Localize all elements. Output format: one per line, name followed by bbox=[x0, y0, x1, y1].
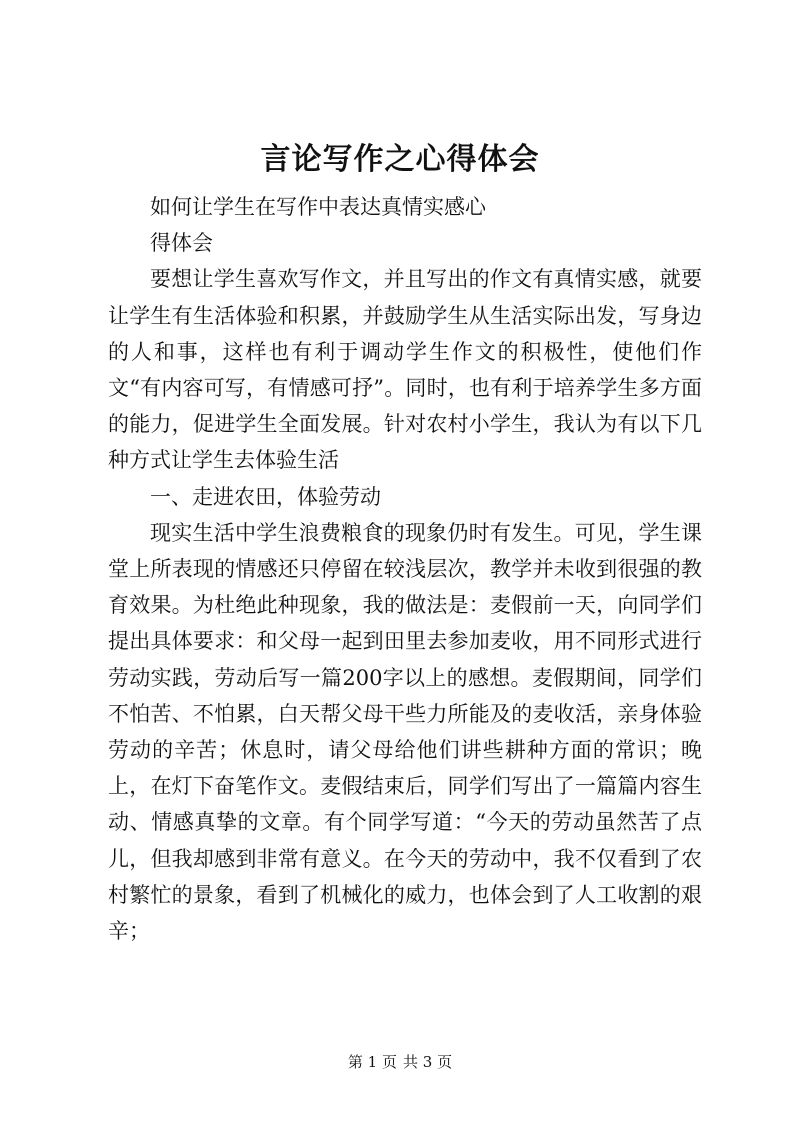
page-total: 共 3 页 bbox=[403, 1053, 453, 1071]
paragraph-subtitle-line-2: 得体会 bbox=[150, 231, 213, 256]
section-heading: 一、走进农田，体验劳动 bbox=[150, 484, 381, 509]
paragraph-introduction: 要想让学生喜欢写作文，并且写出的作文有真情实感，就要让学生有生活体验和积累，并鼓励学生从生活实际出发，写身边的人和事，这样也有利于调动学生作文的积极性，使他们作文“有内容可写，有情感可抒”。同时，也有利于培养学生多方面的能力，促进学生全面发展。针对农村小学生，我认为有以下几种方式让学生去体验生活 bbox=[108, 267, 702, 473]
document-title: 言论写作之心得体会 bbox=[260, 142, 540, 177]
page-footer bbox=[0, 1052, 800, 1072]
page-number: 第 1 页 bbox=[347, 1053, 397, 1071]
document-body bbox=[108, 189, 702, 949]
paragraph-farm-labor: 现实生活中学生浪费粮食的现象仍时有发生。可见，学生课堂上所表现的情感还只停留在较浅层次，教学并未收到很强的教育效果。为杜绝此种现象，我的做法是：麦假前一天，向同学们提出具体要求：和父母一起到田里去参加麦收，用不同形式进行劳动实践，劳动后写一篇200字以上的感想。麦假期间，同学们不怕苦、不怕累，白天帮父母干些力所能及的麦收活，亲身体验劳动的辛苦；休息时，请父母给他们讲些耕种方面的常识；晚上，在灯下奋笔作文。麦假结束后，同学们写出了一篇篇内容生动、情感真挚的文章。有个同学写道：“今天的劳动虽然苦了点儿，但我却感到非常有意义。在今天的劳动中，我不仅看到了农村繁忙的景象，看到了机械化的威力，也体会到了人工收割的艰辛； bbox=[108, 520, 702, 944]
paragraph-subtitle-line-1: 如何让学生在写作中表达真情实感心 bbox=[150, 195, 486, 219]
